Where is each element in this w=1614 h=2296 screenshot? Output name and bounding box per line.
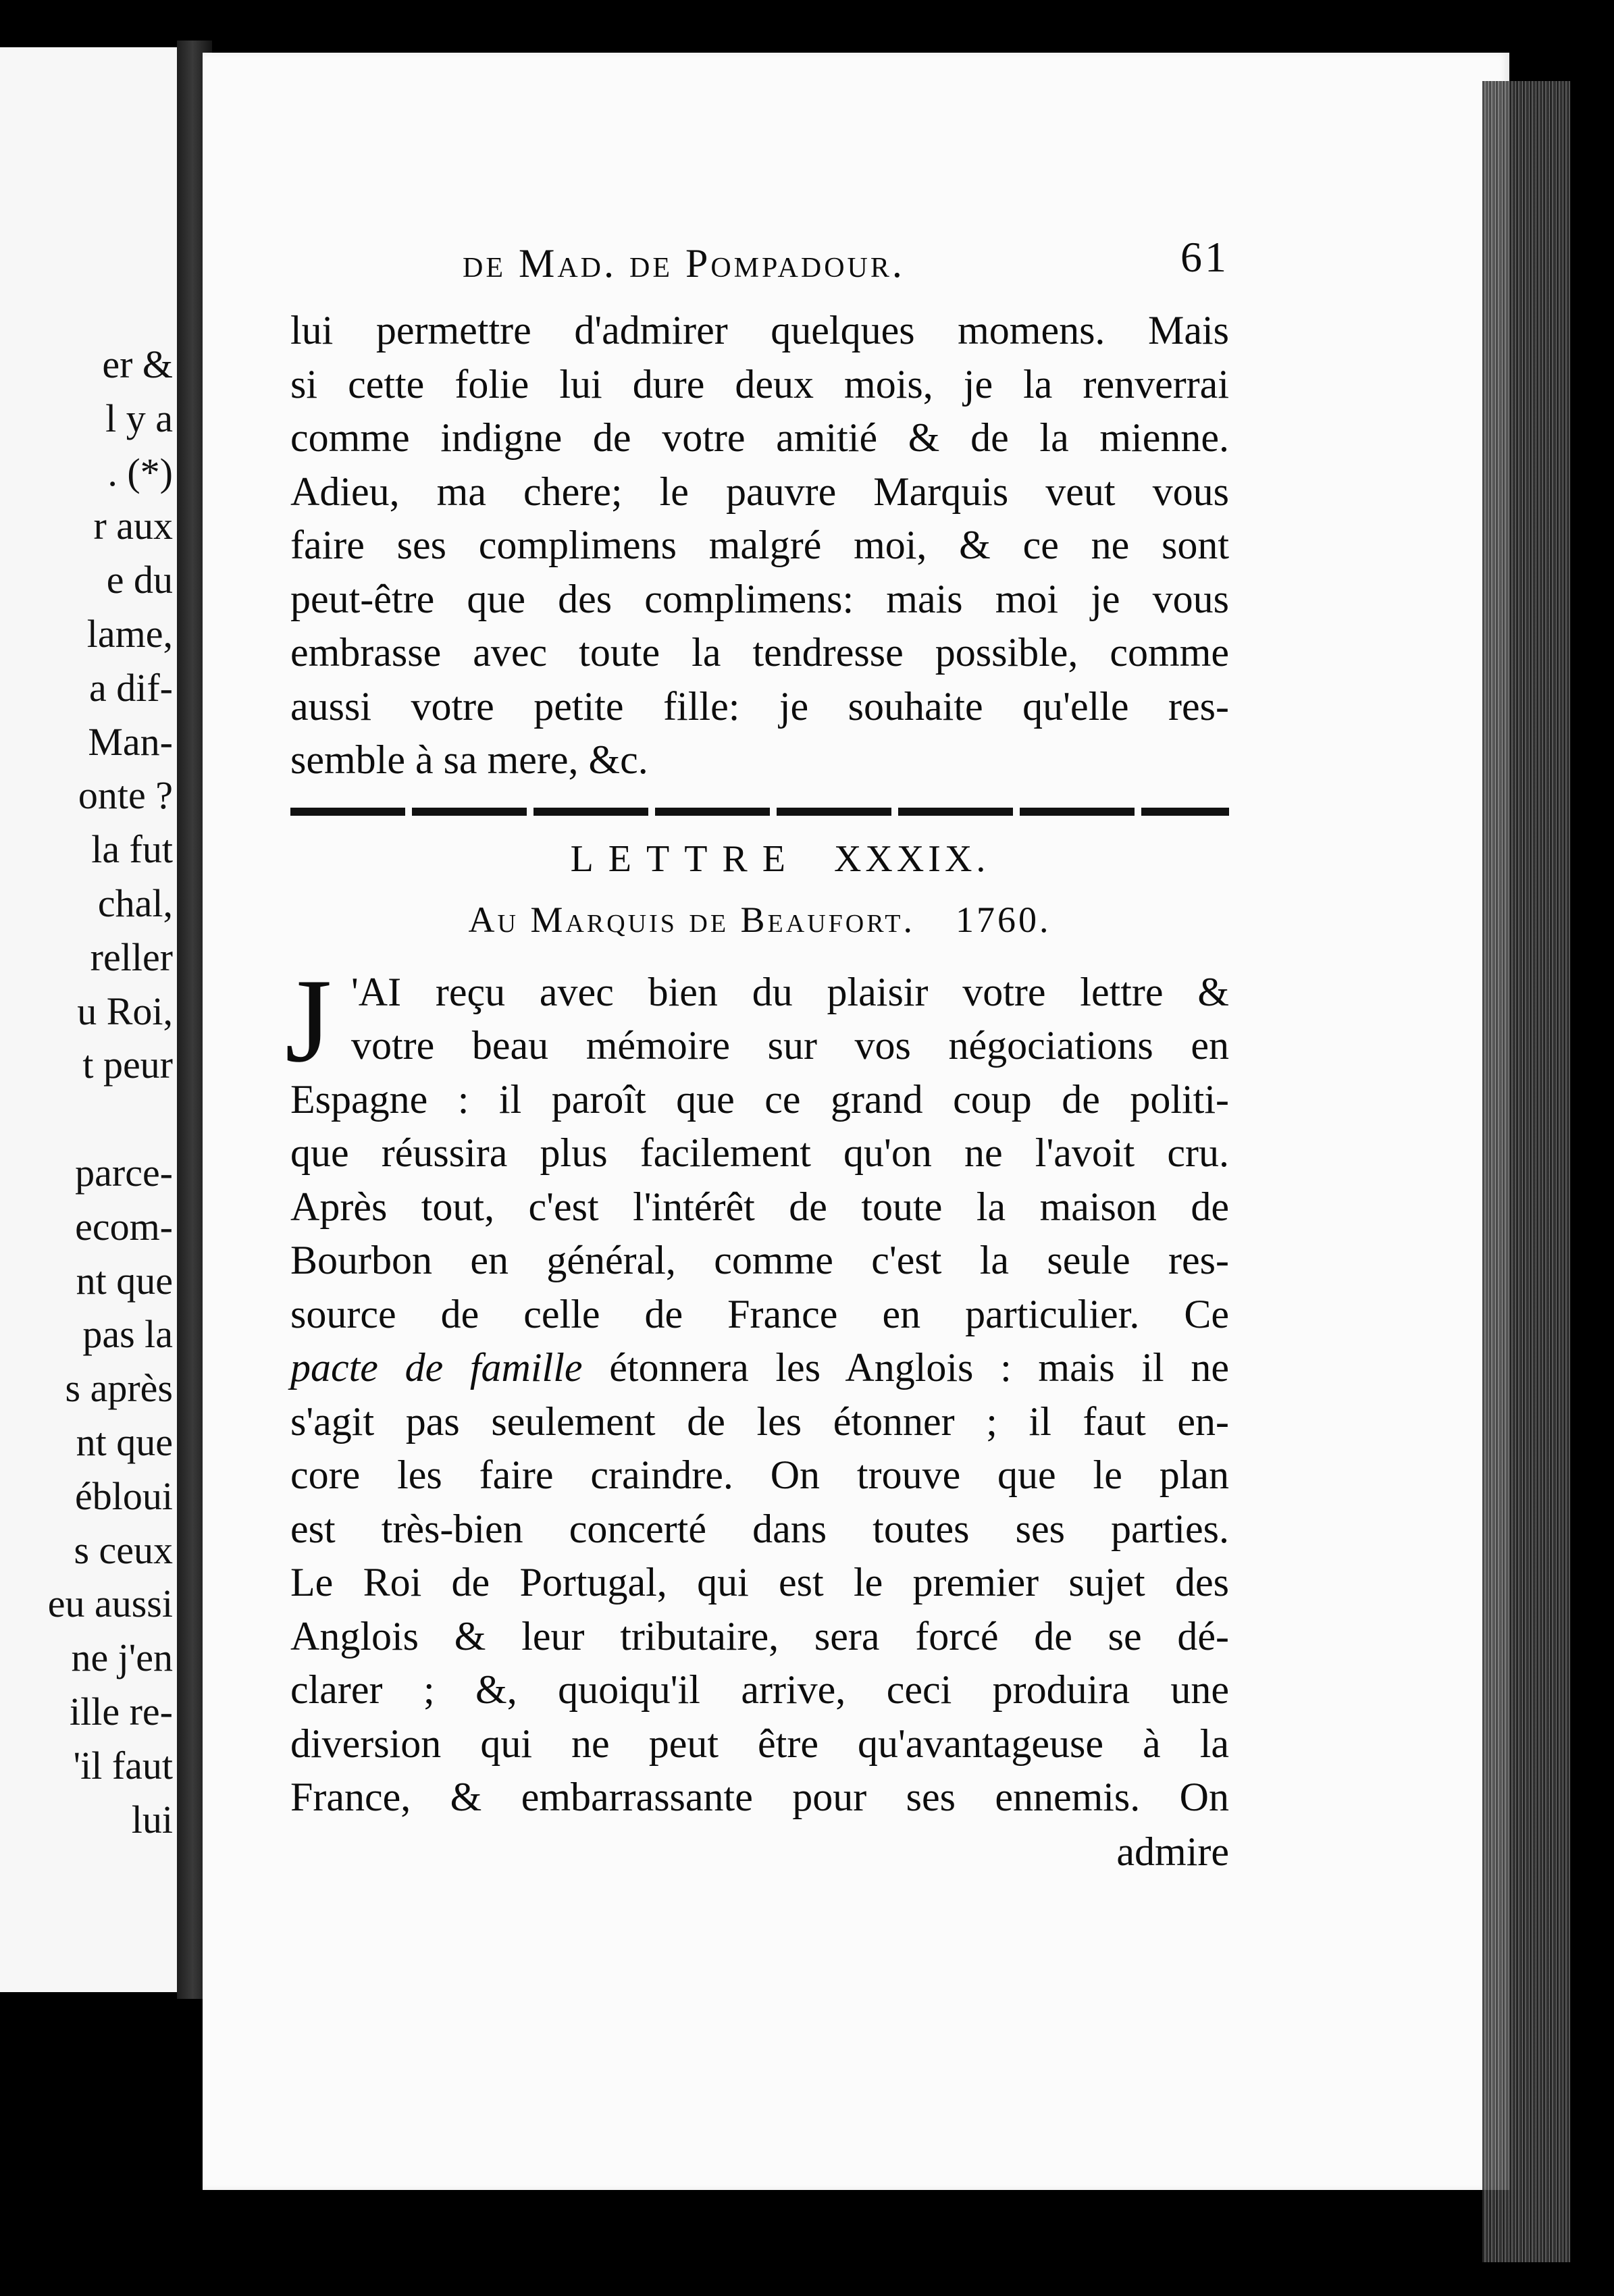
text-line: Bourbon en général, comme c'est la seule res- [290,1238,1229,1282]
text-line: faire ses complimens malgré moi, & ce ne sont [290,523,1229,567]
catchword: admire [1116,1829,1229,1874]
text-line: France, & embarrassante pour ses ennemis. On [290,1775,1229,1819]
facing-page-fragment: pas la [82,1312,173,1357]
text-line: 'AI reçu avec bien du plaisir votre lettre & [351,969,1229,1014]
italic-phrase: pacte de famille [290,1345,583,1390]
letter-address [290,886,1229,954]
facing-page-fragment: ille re- [70,1689,173,1733]
facing-page-fragment: e du [106,558,173,602]
letter-heading [290,832,1229,886]
facing-page-fragment: chal, [97,881,173,925]
facing-page-fragment: s ceux [74,1528,173,1572]
facing-page-fragment: nt que [76,1419,173,1464]
page-edges [1482,81,1570,2262]
text-line: diversion qui ne peut être qu'avantageuse à la [290,1721,1229,1766]
facing-page-fragment: ébloui [75,1473,173,1518]
text-line: comme indigne de votre amitié & de la mienne. [290,415,1229,460]
text-line: est très-bien concerté dans toutes ses parties. [290,1506,1229,1551]
facing-page-fragment: er & [102,342,173,386]
facing-page-fragment [4,1092,173,1146]
facing-page-fragment: ne j'en [71,1636,173,1680]
facing-page-fragment: ecom- [75,1204,173,1249]
page-text-block [285,223,1230,1879]
text-line-rest: étonnera les Anglois : mais il ne [582,1345,1230,1390]
text-line: aussi votre petite fille: je souhaite qu'elle res- [290,683,1229,729]
facing-page-fragment: eu aussi [47,1582,173,1626]
facing-page-fragment: reller [90,935,173,979]
running-title: de Mad. de Pompadour. [463,241,905,286]
text-line: Le Roi de Portugal, qui est le premier sujet des [290,1560,1229,1604]
facing-page-fragment: u Roi, [77,989,173,1033]
letter-heading-word: LETTRE [570,837,800,880]
facing-page-fragment: r aux [93,504,173,548]
text-line [290,1341,1229,1395]
text-line: s'agit pas seulement de les étonner ; il faut en- [290,1399,1229,1444]
facing-page-fragment: parce- [75,1150,173,1195]
text-line: que réussira plus facilement qu'on ne l'avoit cru. [290,1130,1229,1175]
facing-page-fragment: lui [131,1797,173,1842]
facing-page-left [0,47,184,1992]
facing-page-fragment: onte ? [78,773,173,818]
text-line: Anglois & leur tributaire, sera forcé de se dé- [290,1613,1229,1659]
facing-page-fragment: nt que [76,1258,173,1303]
text-line: source de celle de France en particulier. Ce [290,1291,1229,1336]
text-line: Espagne : il paroît que ce grand coup de politi- [290,1076,1229,1122]
text-line: votre beau mémoire sur vos négociations en [351,1023,1229,1068]
letter-number: XXXIX. [833,837,990,880]
facing-page-fragment: la fut [91,827,173,872]
text-line: si cette folie lui dure deux mois, je la renverrai [290,361,1229,407]
text-line: embrasse avec toute la tendresse possible, comme [290,630,1229,675]
letter-body [285,953,1230,1825]
drop-cap: J [285,953,332,1087]
facing-page-fragment: s après [65,1366,173,1411]
continuation-paragraph [290,304,1229,787]
facing-page-text [4,338,173,1846]
text-line: Adieu, ma chere; le pauvre Marquis veut vous [290,469,1229,514]
text-line: Après tout, c'est l'intérêt de toute la maison de [290,1184,1229,1229]
running-header [290,223,1229,304]
facing-page-fragment: lame, [86,611,173,656]
text-line: semble à sa mere, &c. [290,737,648,782]
text-line: clarer ; &, quoiqu'il arrive, ceci produira une [290,1667,1229,1712]
text-line: peut-être que des complimens: mais moi je vous [290,576,1229,621]
letter-recipient: Au Marquis de Beaufort. [468,899,916,940]
facing-page-fragment: 'il faut [73,1743,173,1788]
letter-year: 1760. [956,899,1051,940]
facing-page-fragment: a dif- [89,665,173,710]
section-divider [290,808,1229,816]
page-number: 61 [1180,233,1229,281]
facing-page-fragment: t peur [82,1043,173,1087]
facing-page-fragment: l y a [105,396,173,440]
text-line: lui permettre d'admirer quelques momens. Mais [290,308,1229,353]
facing-page-fragment: . (*) [107,450,173,494]
text-line: core les faire craindre. On trouve que le plan [290,1453,1229,1497]
facing-page-fragment: Man- [88,719,173,764]
